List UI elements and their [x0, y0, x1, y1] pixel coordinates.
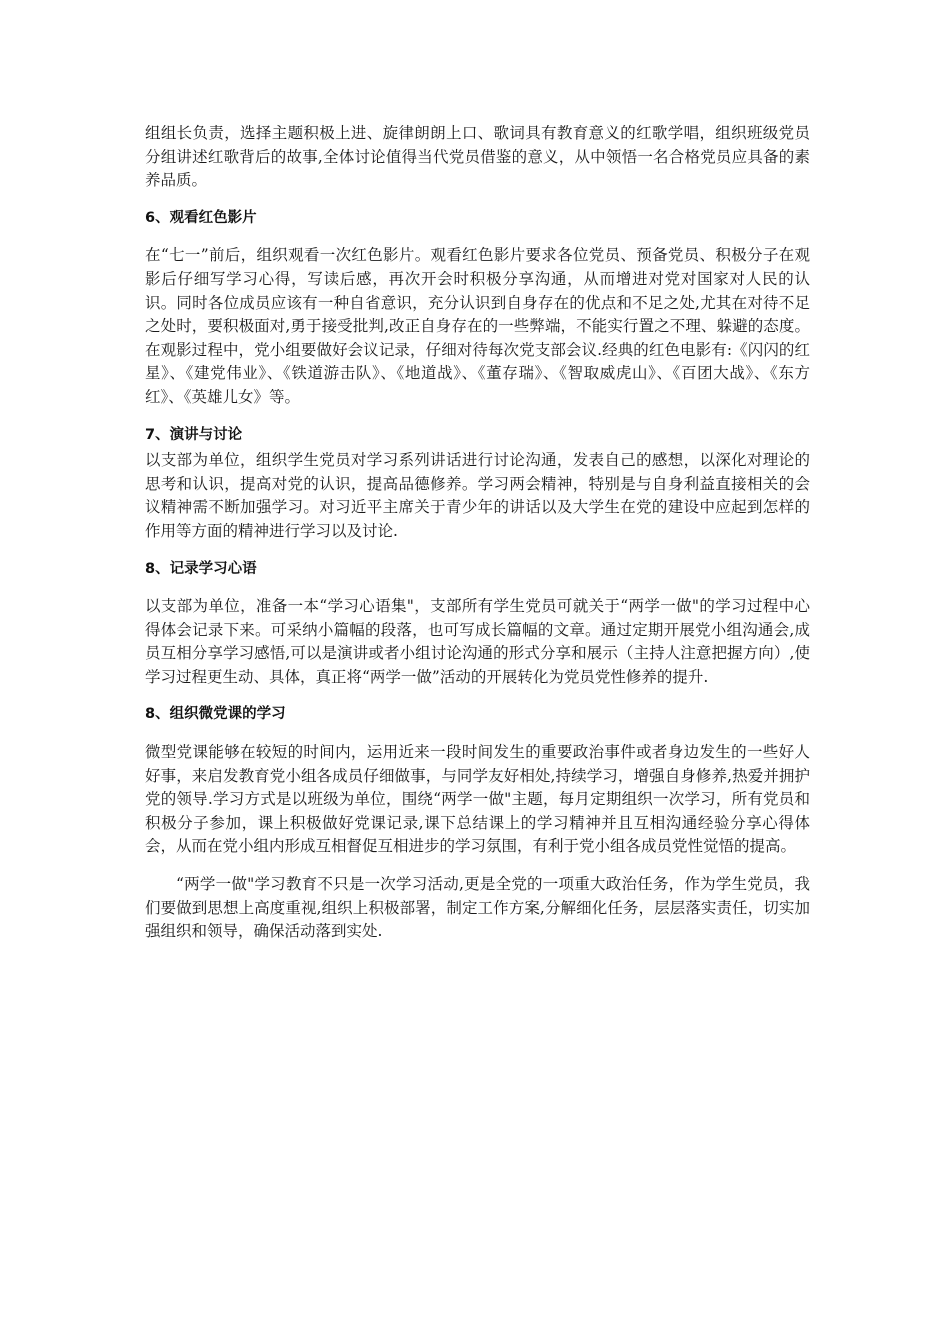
paragraph-micro-party-class: 微型党课能够在较短的时间内，运用近来一段时间发生的重要政治事件或者身边发生的一些好人好事，来启发教育党小组各成员仔细做事，与同学友好相处,持续学习，增强自身修养,热爱并拥护党的领导.学习方式是以班级为单位，围绕“两学一做"主题，每月定期组织一次学习，所有党员和积极分子参加，课上积极做好党课记录,课下总结课上的学习精神并且互相沟通经验分享心得体会，从而在党小组内形成互相督促互相进步的学习氛围，有利于党小组各成员党性觉悟的提高。 [145, 743, 810, 856]
paragraph-watch-red-films: 在“七一”前后，组织观看一次红色影片。观看红色影片要求各位党员、预备党员、积极分子在观影后仔细写学习心得，写读后感，再次开会时积极分享沟通，从而增进对党对国家对人民的认识。同时各位成员应该有一种自省意识，充分认识到自身存在的优点和不足之处,尤其在对待不足之处时，要积极面对,勇于接受批判,改正自身存在的一些弊端，不能实行置之不理、躲避的态度。在观影过程中，党小组要做好会议记录，仔细对待每次党支部会议.经典的红色电影有:《闪闪的红星》、《建党伟业》、《铁道游击队》、《地道战》、《董存瑞》、《智取威虎山》、《百团大战》、《东方红》、《英雄儿女》等。 [145, 246, 810, 406]
heading-micro-party-class: 8、组织微党课的学习 [145, 706, 286, 723]
heading-watch-red-films: 6、观看红色影片 [145, 209, 257, 226]
paragraph-record-study-notes: 以支部为单位，准备一本“学习心语集"，支部所有学生党员可就关于“两学一做"的学习过程中心得体会记录下来。可采纳小篇幅的段落，也可写成长篇幅的文章。通过定期开展党小组沟通会,成员互相分享学习感悟,可以是演讲或者小组讨论沟通的形式分享和展示（主持人注意把握方向）,使学习过程更生动、具体，真正将“两学一做”活动的开展转化为党员党性修养的提升. [145, 597, 810, 686]
paragraph-red-song-intro: 组组长负责，选择主题积极上进、旋律朗朗上口、歌词具有教育意义的红歌学唱，组织班级党员分组讲述红歌背后的故事,全体讨论值得当代党员借鉴的意义，从中领悟一名合格党员应具备的素养品质。 [145, 124, 810, 190]
document-body [145, 122, 810, 944]
paragraph-speech-discussion: 以支部为单位，组织学生党员对学习系列讲话进行讨论沟通，发表自己的感想，以深化对理论的思考和认识，提高对党的认识，提高品德修养。学习两会精神，特别是与自身利益直接相关的会议精神需不断加强学习。对习近平主席关于青少年的讲话以及大学生在党的建设中应起到怎样的作用等方面的精神进行学习以及讨论. [145, 451, 810, 540]
heading-speech-discussion: 7、演讲与讨论 [145, 426, 243, 443]
heading-record-study-notes: 8、记录学习心语 [145, 560, 257, 577]
paragraph-conclusion: “两学一做"学习教育不只是一次学习活动,更是全党的一项重大政治任务，作为学生党员，我们要做到思想上高度重视,组织上积极部署，制定工作方案,分解细化任务，层层落实责任，切实加强组织和领导，确保活动落到实处. [145, 875, 810, 941]
